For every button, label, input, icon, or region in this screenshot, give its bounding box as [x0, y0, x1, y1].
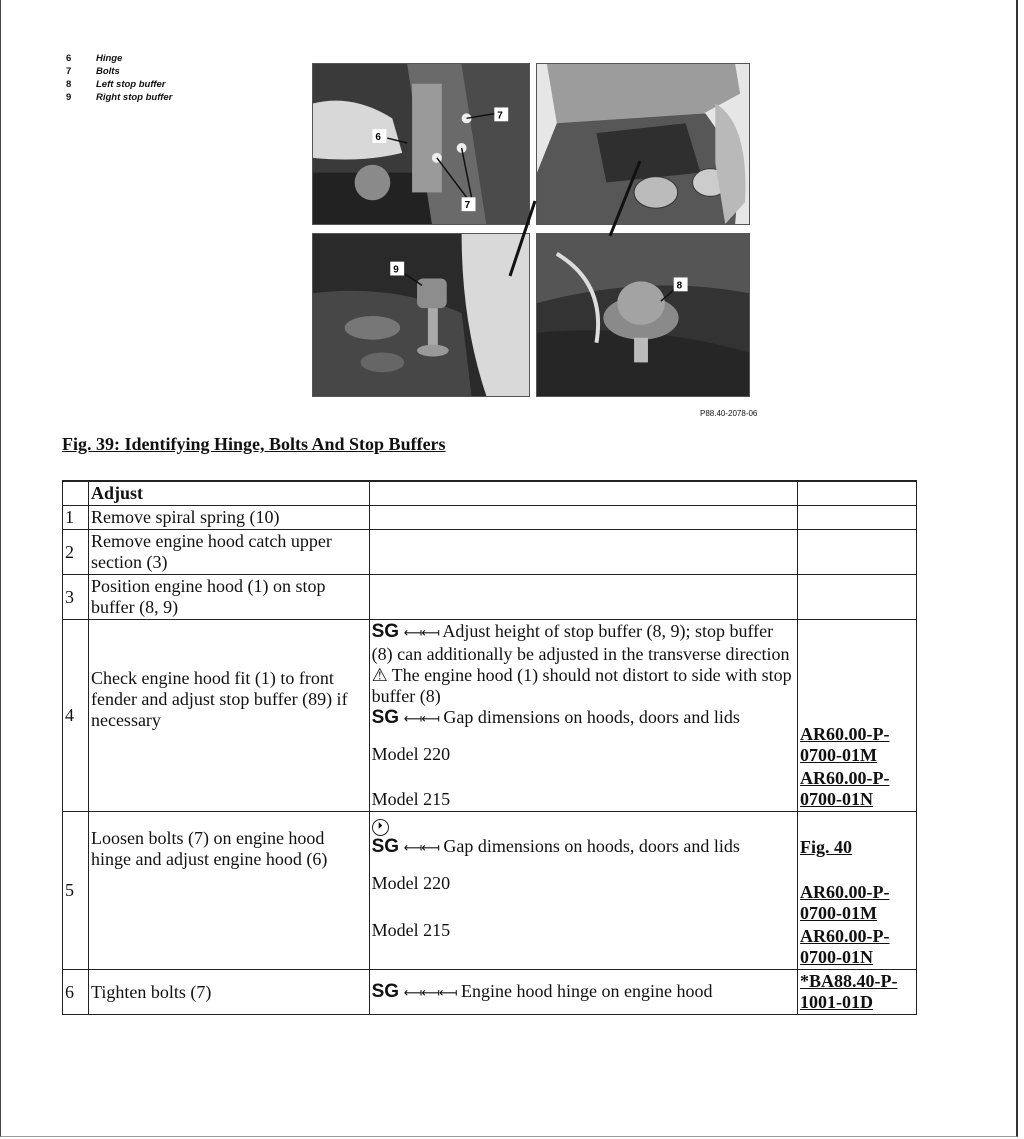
legend-item: 9 Right stop buffer	[66, 92, 173, 103]
table-header: Adjust	[88, 481, 369, 506]
step-number: 1	[63, 506, 89, 530]
figure-caption: Fig. 39: Identifying Hinge, Bolts And Stop Buffers	[62, 434, 446, 454]
model-215-label: Model 215	[371, 789, 451, 809]
callout-6: 6	[375, 132, 381, 144]
steps-table	[62, 480, 917, 1015]
table-row	[63, 530, 917, 575]
step-text: Check engine hood fit (1) to front fender and adjust stop buffer (89) if necessary	[88, 620, 369, 812]
step-text: Tighten bolts (7)	[88, 970, 369, 1015]
step-notes	[369, 620, 797, 812]
photo-right-stop-buffer	[312, 233, 530, 397]
sg-arrows-icon: ⟻⟻	[403, 841, 439, 856]
sg-symbol: SG	[371, 621, 400, 642]
step-refs	[798, 620, 917, 812]
sg-arrows-icon: ⟻⟻	[403, 626, 439, 641]
ref-link-215[interactable]: AR60.00-P-0700-01N	[800, 768, 890, 809]
step-text: Loosen bolts (7) on engine hood hinge and adjust engine hood (6)	[88, 812, 369, 970]
step-text: Remove spiral spring (10)	[88, 506, 369, 530]
callout-9: 9	[393, 264, 399, 276]
ref-link-220[interactable]: AR60.00-P-0700-01M	[800, 724, 890, 765]
step-refs	[798, 812, 917, 970]
sg-arrows-icon: ⟻⟻	[403, 712, 439, 727]
warning-icon: ⚠	[371, 665, 388, 685]
ref-link-215[interactable]: AR60.00-P-0700-01N	[800, 926, 890, 967]
fig-40-link[interactable]: Fig. 40	[800, 837, 853, 857]
photo-left-stop-buffer	[536, 233, 750, 397]
legend-item: 8 Left stop buffer	[66, 79, 166, 90]
model-220-label: Model 220	[371, 744, 451, 764]
table-row	[63, 812, 917, 970]
figure-photos	[310, 61, 752, 399]
callout-7b: 7	[464, 200, 471, 212]
table-row	[63, 970, 917, 1015]
step-number: 2	[63, 530, 89, 575]
step-notes	[369, 812, 797, 970]
step-text: Remove engine hood catch upper section (3)	[88, 530, 369, 575]
table-row	[63, 575, 917, 620]
figure-legend	[66, 52, 172, 104]
table-row	[63, 506, 917, 530]
model-220-label: Model 220	[371, 873, 451, 893]
photo-car-open-hood	[536, 63, 750, 225]
ref-link-ba88[interactable]: *BA88.40-P-1001-01D	[800, 971, 898, 1012]
note-warning: ⚠ The engine hood (1) should not distort to side with stop buffer (8)	[371, 665, 792, 706]
table-row	[63, 620, 917, 812]
note-adjust-height: SG ⟻⟻ Adjust height of stop buffer (8, 9); stop buffer (8) can additionally be adjusted in the transverse direction	[371, 621, 790, 664]
step-number: 4	[63, 620, 89, 812]
step-refs	[798, 970, 917, 1015]
legend-item: 7 Bolts	[66, 66, 120, 77]
info-circle-icon: ⏵	[372, 819, 389, 836]
sg-arrows-icon: ⟻⟻⟻	[403, 985, 457, 1001]
step-number: 6	[63, 970, 89, 1015]
callout-8: 8	[676, 280, 683, 292]
figure-code: P88.40-2078-06	[700, 409, 758, 418]
ref-link-220[interactable]: AR60.00-P-0700-01M	[800, 882, 890, 923]
note-gap-dimensions: SG ⟻⟻ Gap dimensions on hoods, doors and lids	[371, 836, 740, 857]
note-gap-dimensions: SG ⟻⟻ Gap dimensions on hoods, doors and lids	[371, 707, 740, 728]
sg-symbol: SG	[371, 980, 400, 1002]
model-215-label: Model 215	[371, 920, 451, 940]
sg-symbol: SG	[371, 836, 400, 857]
step-number: 5	[63, 812, 89, 970]
step-number: 3	[63, 575, 89, 620]
photo-hinge-bolts	[312, 63, 530, 225]
table-row	[63, 481, 917, 506]
sg-symbol: SG	[371, 707, 400, 728]
step-notes: SG ⟻⟻⟻ Engine hood hinge on engine hood	[369, 970, 797, 1015]
legend-item: 6 Hinge	[66, 53, 123, 64]
callout-7: 7	[497, 110, 503, 122]
step-text: Position engine hood (1) on stop buffer (8, 9)	[88, 575, 369, 620]
